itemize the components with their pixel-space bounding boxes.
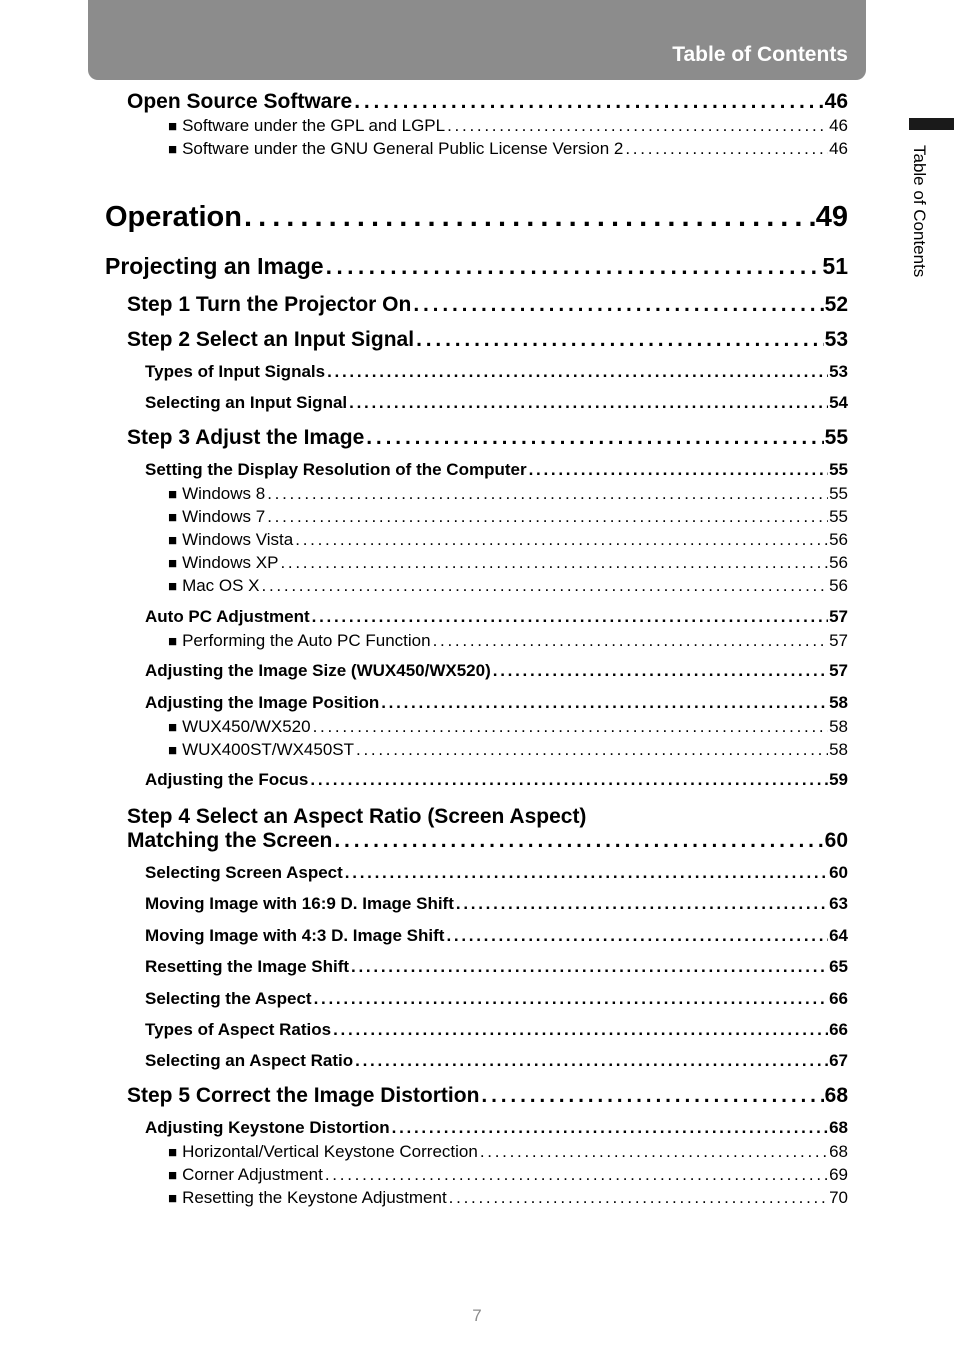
- toc-entry-label: ■ WUX450/WX520: [168, 717, 311, 737]
- toc-entry[interactable]: [145, 460, 848, 482]
- toc-entry[interactable]: [145, 957, 848, 979]
- toc-entry[interactable]: [127, 829, 848, 856]
- toc-entry-label: Step 1 Turn the Projector On: [127, 293, 412, 316]
- toc-entry[interactable]: [168, 1165, 848, 1187]
- toc-entry-page: 58: [829, 693, 848, 712]
- toc-entry-page: 55: [829, 460, 848, 479]
- dot-leader: [280, 553, 828, 573]
- toc-entry-page: 59: [829, 770, 848, 789]
- toc-entry[interactable]: [168, 576, 848, 598]
- dot-leader: [625, 139, 828, 159]
- toc-entry-page: 60: [824, 829, 848, 852]
- toc-entry-page: 68: [829, 1142, 848, 1161]
- toc-entry[interactable]: [145, 693, 848, 715]
- toc-entry-page: 52: [824, 293, 848, 316]
- toc-entry-label: Adjusting the Image Position: [145, 693, 380, 712]
- toc-entry-label: Matching the Screen: [127, 829, 333, 852]
- toc-entry[interactable]: [105, 201, 848, 237]
- dot-leader: [354, 90, 823, 114]
- toc-entry-page: 46: [829, 116, 848, 135]
- dot-leader: [310, 770, 828, 790]
- toc-entry[interactable]: [168, 553, 848, 575]
- toc-entry[interactable]: [127, 293, 848, 320]
- dot-leader: [449, 1188, 828, 1208]
- toc-entry-page: 70: [829, 1188, 848, 1207]
- toc-entry-page: 55: [829, 484, 848, 503]
- toc-entry[interactable]: [127, 426, 848, 453]
- toc-entry-page: 66: [829, 1020, 848, 1039]
- toc-entry-label: ■ Windows 7: [168, 507, 265, 527]
- toc-entry-label: Operation: [105, 201, 242, 233]
- toc-entry-page: 57: [829, 631, 848, 650]
- toc-entry[interactable]: [145, 926, 848, 948]
- toc-entry[interactable]: [168, 530, 848, 552]
- toc-entry-page: 56: [829, 553, 848, 572]
- toc-entry[interactable]: [168, 1142, 848, 1164]
- toc-entry[interactable]: [168, 139, 848, 161]
- toc-entry-page: 64: [829, 926, 848, 945]
- toc-entry[interactable]: [127, 328, 848, 355]
- toc-entry-label: ■ Windows Vista: [168, 530, 293, 550]
- toc-entry-page: 66: [829, 989, 848, 1008]
- toc-entry[interactable]: [145, 863, 848, 885]
- toc-entry-label: Moving Image with 4:3 D. Image Shift: [145, 926, 445, 945]
- toc-entry-page: 58: [829, 740, 848, 759]
- toc-entry-label: Adjusting Keystone Distortion: [145, 1118, 390, 1137]
- dot-leader: [366, 426, 823, 450]
- dot-leader: [349, 393, 828, 413]
- toc-entry-page: 56: [829, 576, 848, 595]
- toc-entry-label: ■ Horizontal/Vertical Keystone Correction: [168, 1142, 478, 1162]
- dot-leader: [334, 829, 823, 853]
- dot-leader: [529, 460, 829, 480]
- toc-entry[interactable]: [145, 607, 848, 629]
- dot-leader: [481, 1084, 823, 1108]
- dot-leader: [262, 576, 829, 596]
- toc-entry[interactable]: [168, 631, 848, 653]
- dot-leader: [480, 1142, 828, 1162]
- toc-entry-page: 57: [829, 661, 848, 680]
- toc-entry-label: Types of Aspect Ratios: [145, 1020, 332, 1039]
- toc-entry-page: 67: [829, 1051, 848, 1070]
- toc-entry-label: ■ Windows XP: [168, 553, 278, 573]
- header-bar: [88, 0, 866, 80]
- toc-entry[interactable]: [168, 740, 848, 762]
- dot-leader: [312, 607, 828, 627]
- dot-leader: [355, 1051, 828, 1071]
- header-title: Table of Contents: [672, 43, 848, 66]
- dot-leader: [326, 253, 822, 280]
- dot-leader: [267, 507, 828, 527]
- side-tab-marker: [909, 118, 954, 130]
- dot-leader: [351, 957, 828, 977]
- toc-entry-label: ■ Resetting the Keystone Adjustment: [168, 1188, 447, 1208]
- toc-entry-page: 68: [829, 1118, 848, 1137]
- toc-entry-label: Setting the Display Resolution of the Computer: [145, 460, 527, 479]
- toc-entry-label: ■ Corner Adjustment: [168, 1165, 323, 1185]
- toc-entry-label: Selecting an Input Signal: [145, 393, 348, 412]
- page-number: 7: [472, 1306, 482, 1325]
- toc-entry-page: 46: [824, 90, 848, 113]
- toc-entry[interactable]: [145, 1118, 848, 1140]
- toc-entry[interactable]: [145, 393, 848, 415]
- toc-entry[interactable]: [145, 362, 848, 384]
- toc-entry-label: ■ Software under the GPL and LGPL: [168, 116, 445, 136]
- toc-entry-page: 68: [824, 1084, 848, 1107]
- toc-entry-page: 46: [829, 139, 848, 158]
- toc-entry-label: Open Source Software: [127, 90, 353, 113]
- dot-leader: [327, 362, 828, 382]
- dot-leader: [381, 693, 828, 713]
- toc-entry-page: 58: [829, 717, 848, 736]
- side-tab-label[interactable]: Table of Contents: [910, 145, 929, 278]
- toc-entry-page: 53: [824, 328, 848, 351]
- dot-leader: [325, 1165, 828, 1185]
- toc-entry[interactable]: [127, 1084, 848, 1111]
- dot-leader: [392, 1118, 828, 1138]
- toc-entry-page: 51: [822, 253, 848, 279]
- toc-entry-label: Selecting an Aspect Ratio: [145, 1051, 354, 1070]
- toc-entry[interactable]: [145, 661, 848, 683]
- toc-entry-label: Step 5 Correct the Image Distortion: [127, 1084, 480, 1107]
- toc-entry-label: ■ WUX400ST/WX450ST: [168, 740, 354, 760]
- toc-entry-label: Auto PC Adjustment: [145, 607, 310, 626]
- dot-leader: [493, 661, 828, 681]
- dot-leader: [244, 201, 815, 234]
- toc-entry[interactable]: [168, 1188, 848, 1210]
- dot-leader: [356, 740, 828, 760]
- dot-leader: [433, 631, 828, 651]
- toc-entry-page: 49: [815, 201, 848, 233]
- toc-entry-label: Step 3 Adjust the Image: [127, 426, 365, 449]
- toc-entry-page: 54: [829, 393, 848, 412]
- toc-entry[interactable]: [127, 90, 848, 117]
- toc-entry-page: 55: [829, 507, 848, 526]
- toc-entry-label: ■ Performing the Auto PC Function: [168, 631, 431, 651]
- dot-leader: [413, 293, 823, 317]
- toc-entry-pre-line[interactable]: Step 4 Select an Aspect Ratio (Screen Aspect): [127, 805, 587, 828]
- toc-entry[interactable]: [145, 989, 848, 1011]
- toc-entry[interactable]: [105, 253, 848, 283]
- toc-entry-label: Moving Image with 16:9 D. Image Shift: [145, 894, 454, 913]
- toc-entry-label: Step 2 Select an Input Signal: [127, 328, 415, 351]
- dot-leader: [446, 926, 828, 946]
- toc-entry[interactable]: [168, 717, 848, 739]
- toc-entry[interactable]: [168, 116, 848, 138]
- toc-entry[interactable]: [145, 894, 848, 916]
- toc-entry[interactable]: [145, 770, 848, 792]
- dot-leader: [345, 863, 828, 883]
- dot-leader: [333, 1020, 828, 1040]
- toc-entry-page: 60: [829, 863, 848, 882]
- toc-entry-label: ■ Software under the GNU General Public License Version 2: [168, 139, 623, 159]
- toc-entry-label: Selecting the Aspect: [145, 989, 312, 1008]
- toc-entry-label: Adjusting the Image Size (WUX450/WX520): [145, 661, 491, 680]
- toc-entry[interactable]: [168, 507, 848, 529]
- dot-leader: [456, 894, 828, 914]
- dot-leader: [447, 116, 828, 136]
- toc-entry[interactable]: [145, 1020, 848, 1042]
- toc-entry-page: 63: [829, 894, 848, 913]
- toc-entry-label: Resetting the Image Shift: [145, 957, 350, 976]
- toc-entry[interactable]: [168, 484, 848, 506]
- toc-entry-label: Types of Input Signals: [145, 362, 326, 381]
- toc-entry-label: Selecting Screen Aspect: [145, 863, 343, 882]
- toc-entry-page: 56: [829, 530, 848, 549]
- toc-entry-page: 57: [829, 607, 848, 626]
- dot-leader: [295, 530, 828, 550]
- toc-entry-label: Projecting an Image: [105, 253, 324, 279]
- toc-entry-page: 53: [829, 362, 848, 381]
- toc-entry-page: 55: [824, 426, 848, 449]
- dot-leader: [314, 989, 828, 1009]
- toc-entry-label: Adjusting the Focus: [145, 770, 309, 789]
- dot-leader: [267, 484, 828, 504]
- toc-entry-page: 65: [829, 957, 848, 976]
- dot-leader: [416, 328, 824, 352]
- toc-entry-label: ■ Windows 8: [168, 484, 265, 504]
- dot-leader: [313, 717, 829, 737]
- toc-entry-page: 69: [829, 1165, 848, 1184]
- toc-entry-label: ■ Mac OS X: [168, 576, 260, 596]
- toc-entry[interactable]: [145, 1051, 848, 1073]
